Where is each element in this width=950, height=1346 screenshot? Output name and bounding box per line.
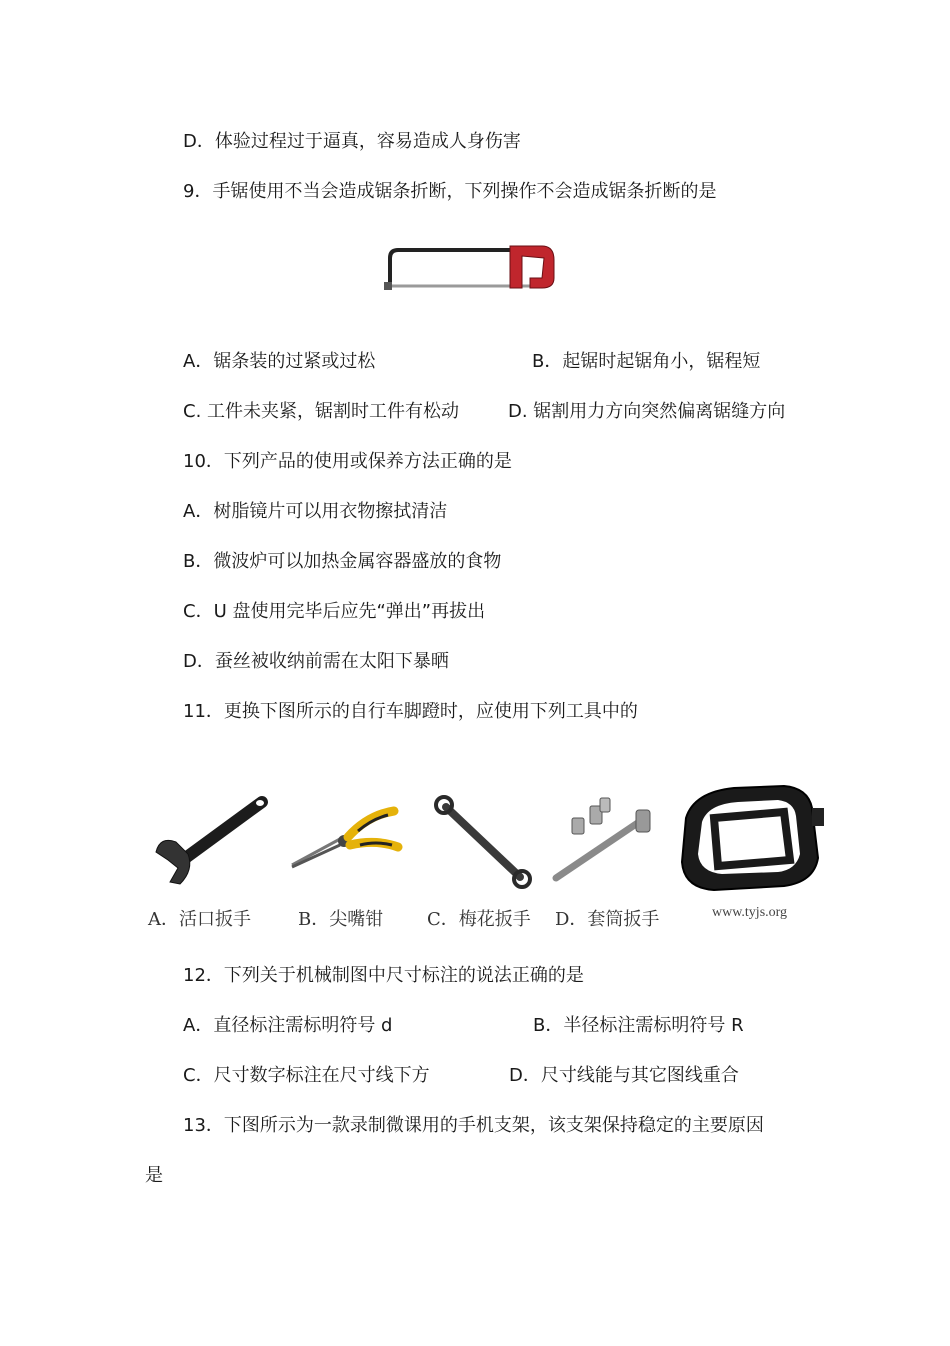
q11-stem: 11．更换下图所示的自行车脚蹬时，应使用下列工具中的 [183, 701, 638, 722]
q10-option-a: A．树脂镜片可以用衣物擦拭清洁 [183, 501, 448, 522]
q9-option-b: B．起锯时起锯角小，锯程短 [532, 351, 761, 372]
box-end-wrench-image [434, 795, 534, 895]
bicycle-pedal-image [674, 778, 824, 898]
q10-option-b: B．微波炉可以加热金属容器盛放的食物 [183, 551, 502, 572]
q8-option-d: D．体验过程过于逼真，容易造成人身伤害 [183, 131, 521, 152]
socket-wrench-image [550, 792, 660, 892]
q10-stem: 10．下列产品的使用或保养方法正确的是 [183, 451, 512, 472]
watermark: www.tyjs.org [712, 905, 788, 920]
needle-nose-pliers-image [288, 795, 408, 875]
tool-label-b: B．尖嘴钳 [298, 909, 384, 930]
tool-label-c: C．梅花扳手 [427, 909, 531, 930]
q12-option-a: A．直径标注需标明符号 d [183, 1015, 393, 1036]
q9-option-a: A．锯条装的过紧或过松 [183, 351, 376, 372]
hacksaw-image [382, 240, 562, 300]
q13-stem: 13．下图所示为一款录制微课用的手机支架，该支架保持稳定的主要原因 [183, 1115, 764, 1136]
q13-stem-continuation: 是 [145, 1165, 163, 1186]
q12-option-b: B．半径标注需标明符号 R [533, 1015, 744, 1036]
tool-label-d: D．套筒扳手 [555, 909, 660, 930]
q10-option-d: D．蚕丝被收纳前需在太阳下暴晒 [183, 651, 449, 672]
tool-label-a: A．活口扳手 [148, 909, 251, 930]
q9-option-d: D. 锯割用力方向突然偏离锯缝方向 [508, 401, 786, 422]
q12-stem: 12．下列关于机械制图中尺寸标注的说法正确的是 [183, 965, 584, 986]
q10-option-c: C．U 盘使用完毕后应先“弹出”再拔出 [183, 601, 486, 622]
q9-stem: 9．手锯使用不当会造成锯条折断，下列操作不会造成锯条折断的是 [183, 181, 717, 202]
q12-option-c: C．尺寸数字标注在尺寸线下方 [183, 1065, 430, 1086]
adjustable-wrench-image [150, 790, 280, 890]
q9-option-c: C. 工件未夹紧，锯割时工件有松动 [183, 401, 460, 422]
q12-option-d: D．尺寸线能与其它图线重合 [509, 1065, 739, 1086]
